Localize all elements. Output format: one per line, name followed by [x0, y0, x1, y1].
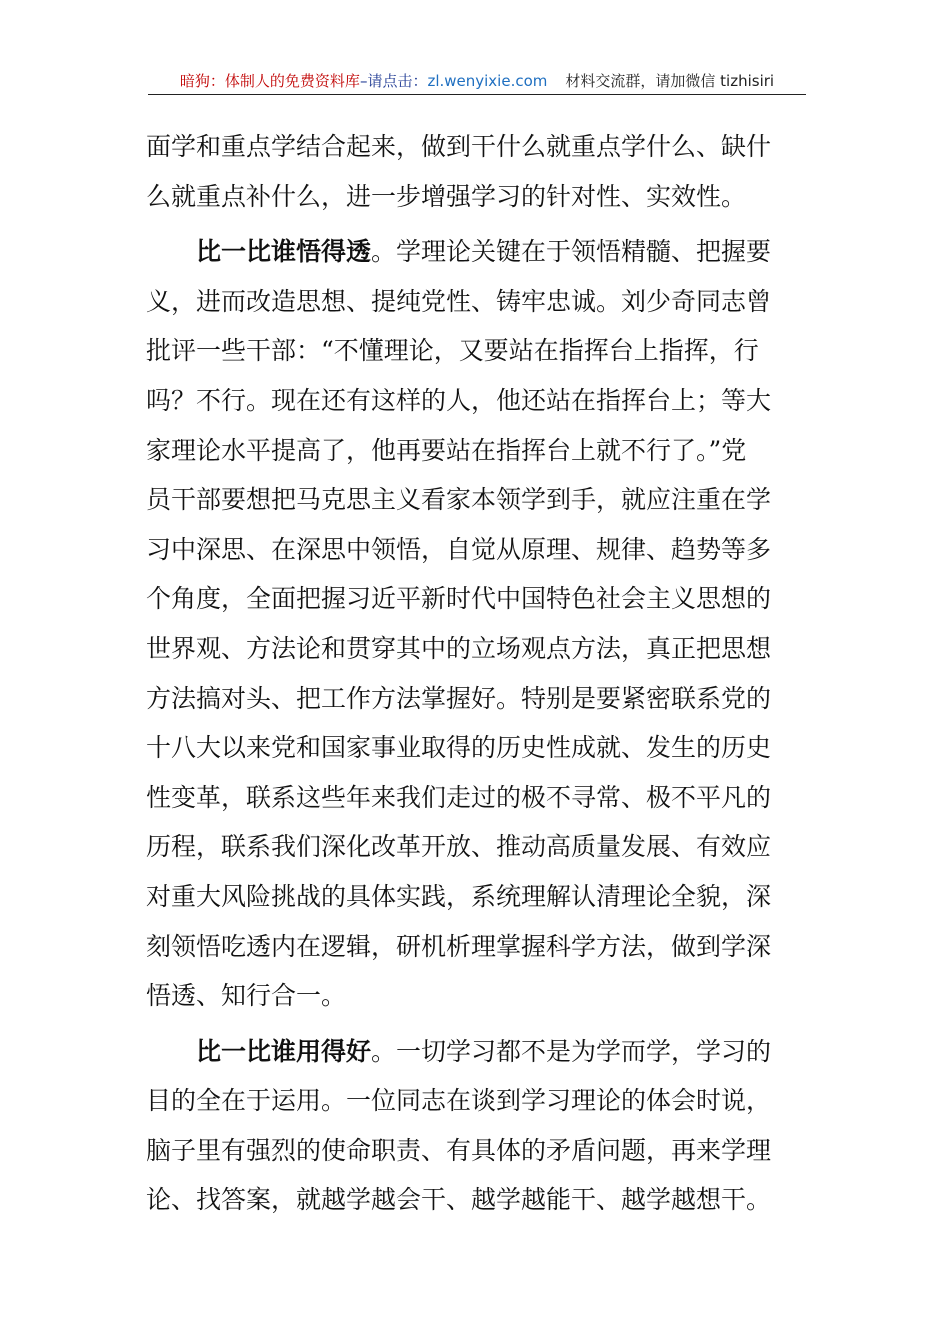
paragraph-line: 论、找答案，就越学越会干、越学越能干、越学越想干。	[146, 1185, 772, 1215]
paragraph-line: 性变革，联系这些年来我们走过的极不寻常、极不平凡的	[146, 782, 772, 812]
paragraph-line: 对重大风险挑战的具体实践，系统理解认清理论全貌，深	[146, 881, 772, 911]
paragraph-line-rest: 。学理论关键在于领悟精髓、把握要	[371, 237, 772, 267]
paragraph-line: 员干部要想把马克思主义看家本领学到手，就应注重在学	[146, 485, 772, 515]
paragraph-line: 习中深思、在深思中领悟，自觉从原理、规律、趋势等多	[146, 534, 772, 564]
paragraph-line: 悟透、知行合一。	[146, 981, 347, 1011]
paragraph-line: 吗？不行。现在还有这样的人，他还站在指挥台上；等大	[146, 385, 772, 415]
page-header	[148, 68, 806, 95]
paragraph-line: 家理论水平提高了，他再要站在指挥台上就不行了。”党	[146, 435, 747, 465]
paragraph-line-rest: 。一切学习都不是为学而学，学习的	[371, 1036, 772, 1066]
document-body	[146, 122, 786, 1225]
paragraph-2	[146, 227, 786, 1021]
paragraph-lead-heading: 比一比谁用得好	[196, 1036, 372, 1066]
paragraph-line: 面学和重点学结合起来，做到干什么就重点学什么、缺什	[146, 132, 772, 161]
paragraph-line: 历程，联系我们深化改革开放、推动高质量发展、有效应	[146, 832, 772, 862]
paragraph-1	[146, 122, 786, 221]
paragraph-line: 方法搞对头、把工作方法掌握好。特别是要紧密联系党的	[146, 683, 772, 713]
paragraph-line: 个角度，全面把握习近平新时代中国特色社会主义思想的	[146, 584, 772, 614]
header-prompt: –请点击：	[359, 72, 428, 90]
paragraph-line: 义，进而改造思想、提纯党性、铸牢忠诚。刘少奇同志曾	[146, 286, 772, 316]
paragraph-line: 么就重点补什么，进一步增强学习的针对性、实效性。	[146, 181, 747, 211]
paragraph-first-line	[146, 227, 786, 277]
paragraph-line: 刻领悟吃透内在逻辑，研机析理掌握科学方法，做到学深	[146, 931, 772, 961]
paragraph-line: 世界观、方法论和贯穿其中的立场观点方法，真正把思想	[146, 633, 772, 663]
paragraph-line: 目的全在于运用。一位同志在谈到学习理论的体会时说，	[146, 1086, 772, 1116]
header-brand: 暗狗：体制人的免费资料库	[179, 72, 360, 90]
paragraph-3	[146, 1027, 786, 1225]
paragraph-lead-heading: 比一比谁悟得透	[196, 237, 372, 267]
paragraph-first-line	[146, 1027, 786, 1077]
header-note: 材料交流群，请加微信 tizhisiri	[565, 72, 775, 90]
paragraph-line: 脑子里有强烈的使命职责、有具体的矛盾问题，再来学理	[146, 1135, 772, 1165]
header-link[interactable]: zl.wenyixie.com	[427, 72, 548, 90]
paragraph-line: 批评一些干部：“不懂理论，又要站在指挥台上指挥，行	[146, 336, 759, 366]
paragraph-line: 十八大以来党和国家事业取得的历史性成就、发生的历史	[146, 733, 772, 763]
